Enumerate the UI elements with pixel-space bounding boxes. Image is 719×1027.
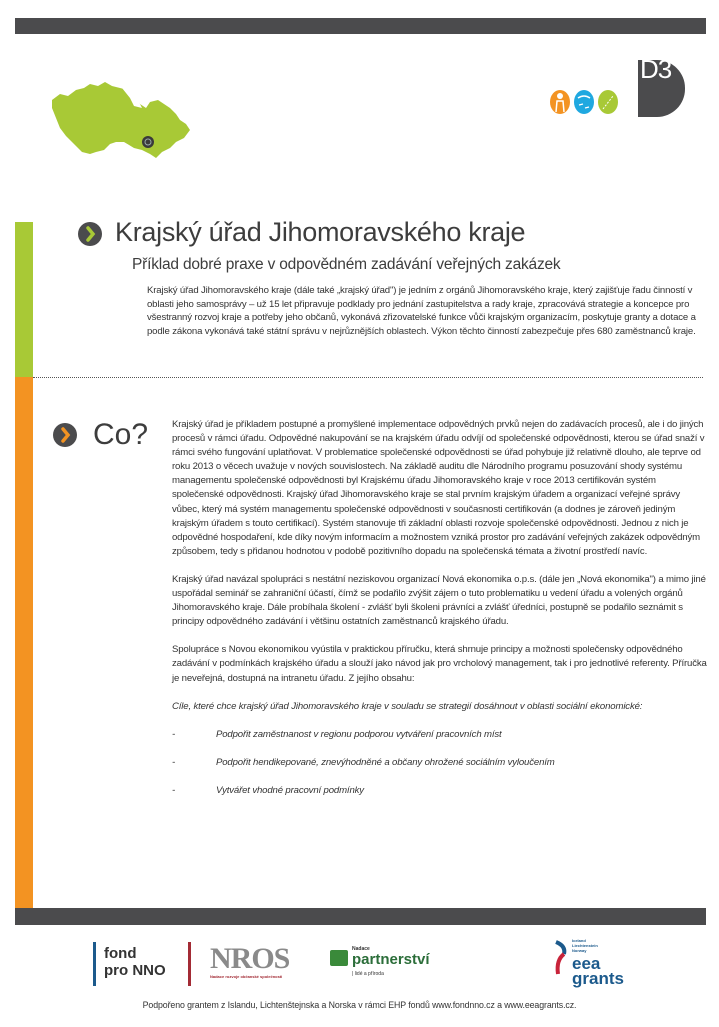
intro-paragraph: Krajský úřad Jihomoravského kraje (dále také „krajský úřad") je jedním z orgánů Jihomoravského kraje, který zajišťuje řadu činností v oblasti jeho samosprávy – už 15 let připravuje podklady pro jednání zastupitelstva a rady kraje, zpracovává strategie a koncepce pro všestranný rozvoj kraje a potřeby jeho občanů, vykonává zřizovatelské funkce vůči krajským organizacím, poskytuje granty a dotace a podle zákona vykonává také státní správu v nejrůznějších oblastech. Výkon těchto činností zabezpečuje přes 680 zaměstnanců kraje. xyxy=(147,285,696,337)
globe-icon xyxy=(574,90,594,114)
partnerstvi-icon xyxy=(330,950,348,966)
logo-tagline: Nadace rozvoje občanské společnosti xyxy=(210,974,283,979)
body-paragraph: Krajský úřad je příkladem postupné a promyšlené implementace odpovědných prvků nejen do zadávacích procesů, ale i do jiných procesů v rámci úřadu. Odpovědné nakupování se na krajském úřadu odvíjí od společenské odpovědnosti, kterou se úřad snaží v rámci svého fungování uplatňovat. V problematice společenské odpovědnosti se úřad pohybuje již relativně dlouho, ale teprve od roku 2013 o věcech uvažuje v nových souvislostech. Na základě auditu dle Národního programu posuzování shody systému managementu společenské odpovědnosti byl Krajskému úřadu Jihomoravského kraje v roce 2013 certifikován systém společenské odpovědnosti. Krajský úřad Jihomoravského kraje se stal prvním krajským úřadem a organizací veřejné správy vůbec, který má systém managementu společenské odpovědnosti v současnosti certifikován (a dodnes je zároveň jediným krajským úřadem s touto certifikací). Systém stanovuje tři základní oblasti rozvoje společenské odpovědnosti. Jednou z nich je odpovědné hospodaření, kde díky novým informacím a možnostem vzniká prostor pro zadávání veřejných zakázek odpovědným způsobem, tedy s přidanou hodnotou v podobě pozitivního dopadu na společenská témata a životní prostředí navíc. xyxy=(172,419,705,557)
footer-bar xyxy=(15,908,706,925)
logo-text: partnerství xyxy=(352,951,430,968)
section-bar-orange xyxy=(15,377,33,908)
list-item-text: Podpořit zaměstnanost v regionu podporou vytváření pracovních míst xyxy=(216,728,502,740)
chevron-right-icon xyxy=(78,222,102,246)
list-bullet: - xyxy=(172,728,176,740)
list-bullet: - xyxy=(172,756,176,768)
body-paragraph: Krajský úřad navázal spolupráci s nestátní neziskovou organizací Nová ekonomika o.p.s. (dále jen „Nová ekonomika") a mimo jiné uspořádal seminář se zahraniční účastí, čímž se podařilo zvýšit zájem o tuto problematiku u vedení úřadu a volených orgánů Jihomoravského kraje. Dále probíhala školení - zvlášť byli školeni právníci a zvlášť úředníci, postupně se podařilo seznámit s principy odpovědného zadávání i většinu ostatních zaměstnanců krajského úřadu. xyxy=(172,573,706,628)
goals-intro: Cíle, které chce krajský úřad Jihomoravského kraje v souladu se strategií dosáhnout v oblasti sociální ekonomické: xyxy=(172,700,643,712)
eea-grants-logo xyxy=(572,956,624,986)
logo-tagline: | lidé a příroda xyxy=(352,971,384,977)
section-body xyxy=(172,418,707,812)
chevron-right-icon xyxy=(53,423,77,447)
leaf-icon xyxy=(598,90,618,114)
section-heading: Co? xyxy=(93,418,149,451)
section-divider xyxy=(33,377,703,378)
list-item xyxy=(172,728,707,742)
nros-logo xyxy=(210,944,289,979)
body-paragraph: Spolupráce s Novou ekonomikou vyústila v praktickou příručku, která shrnuje principy a možnosti společensky odpovědného zadávání v podmínkách krajského úřadu a slouží jako návod jak pro vrcholový management, tak i pro jednotlivé referenty. Příručka je neveřejná, dostupná na intranetu úřadu. Z jejího obsahu: xyxy=(172,644,707,684)
list-item-text: Vytvářet vhodné pracovní podmínky xyxy=(216,784,364,796)
header-bar xyxy=(15,18,706,34)
logo-text: grants xyxy=(572,969,624,988)
logo-divider xyxy=(93,942,96,986)
section-bar-green xyxy=(15,222,33,377)
list-item-text: Podpořit hendikepované, znevýhodněné a občany ohrožené sociálním vyloučením xyxy=(216,756,555,768)
page-title: Krajský úřad Jihomoravského kraje xyxy=(115,217,526,247)
list-item xyxy=(172,756,707,770)
logo-text: pro NNO xyxy=(104,962,166,979)
eea-grants-icon xyxy=(552,938,570,978)
fond-pro-nno-logo xyxy=(104,945,166,979)
section-badge xyxy=(638,54,685,117)
footer-text: Podpořeno grantem z Islandu, Lichtenštejnska a Norska v rámci EHP fondů www.fondnno.cz a www.eeagrants.cz. xyxy=(142,1000,577,1010)
logo-text: eea xyxy=(572,954,601,973)
partnerstvi-logo xyxy=(352,946,430,977)
location-marker-icon xyxy=(142,136,154,148)
list-item xyxy=(172,784,707,798)
logo-text: fond xyxy=(104,945,137,962)
logo-text: Nadace xyxy=(352,946,370,952)
czech-map-icon xyxy=(50,80,195,165)
eea-countries: Iceland Liechtenstein Norway xyxy=(572,938,598,953)
sponsor-logos xyxy=(90,940,650,990)
page-subtitle: Příklad dobré praxe v odpovědném zadávání veřejných zakázek xyxy=(132,256,561,273)
logo-text: NROS xyxy=(210,942,290,975)
badge-label: D3 xyxy=(640,54,672,84)
person-icon xyxy=(550,90,570,114)
logo-divider xyxy=(188,942,191,986)
list-bullet: - xyxy=(172,784,176,796)
